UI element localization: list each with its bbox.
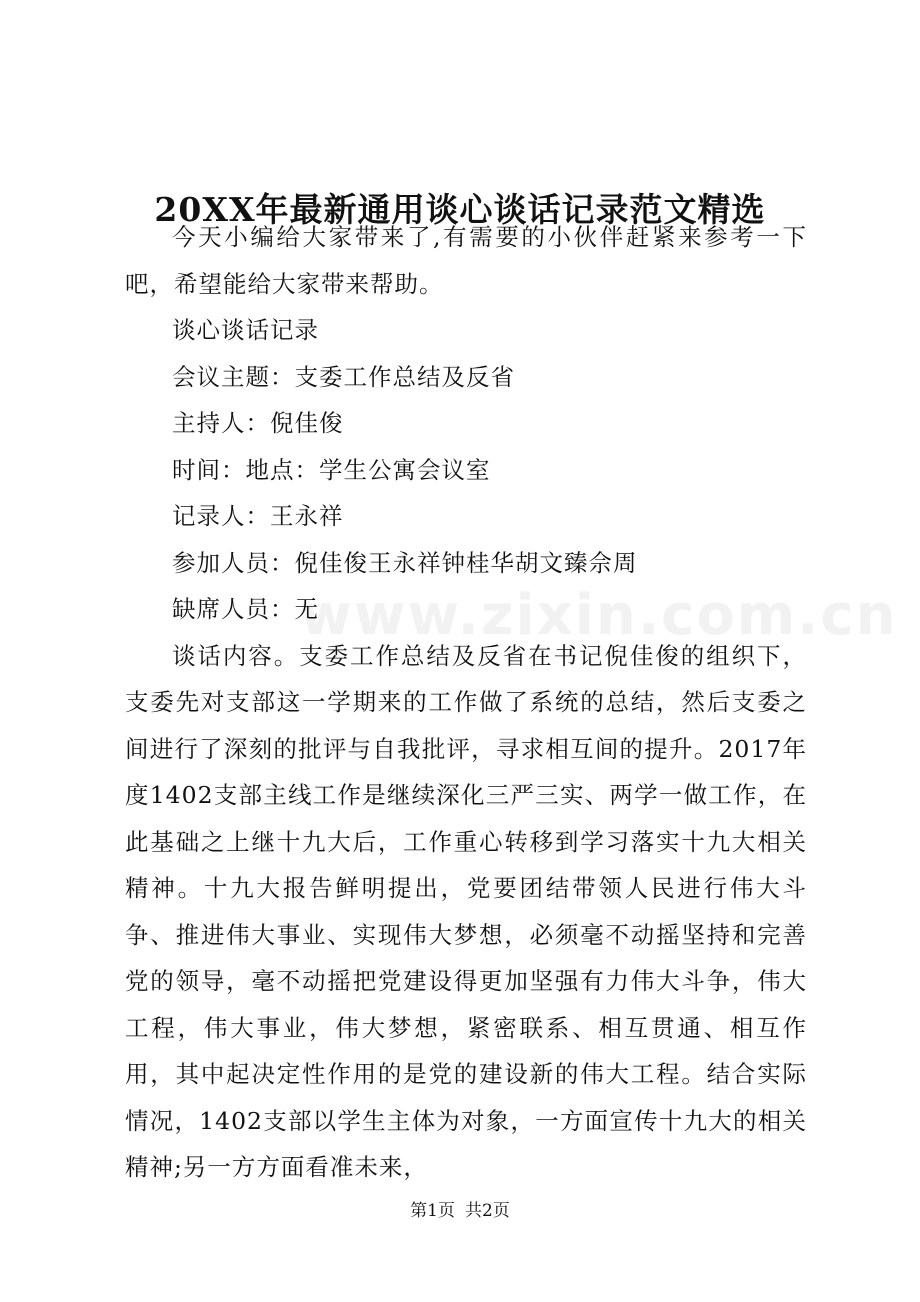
section-heading: 谈心谈话记录	[172, 316, 319, 344]
page-footer	[0, 1198, 920, 1224]
field-time-location: 时间：地点：学生公寓会议室	[172, 455, 491, 484]
total-pages: 共2页	[465, 1201, 510, 1221]
document-title: 20XX年最新通用谈心谈话记录范文精选	[154, 190, 766, 230]
document-body	[125, 214, 807, 1191]
content-paragraph: 谈话内容。支委工作总结及反省在书记倪佳俊的组织下，支委先对支部这一学期来的工作做了系统的总结，然后支委之间进行了深刻的批评与自我批评，寻求相互间的提升。2017年度1402支部主线工作是继续深化三严三实、两学一做工作，在此基础之上继十九大后，工作重心转移到学习落实十九大相关精神。十九大报告鲜明提出，党要团结带领人民进行伟大斗争、推进伟大事业、实现伟大梦想，必须毫不动摇坚持和完善党的领导，毫不动摇把党建设得更加坚强有力伟大斗争，伟大工程，伟大事业，伟大梦想，紧密联系、相互贯通、相互作用，其中起决定性作用的是党的建设新的伟大工程。结合实际情况，1402支部以学生主体为对象，一方面宣传十九大的相关精神;另一方方面看准未来，	[125, 641, 807, 1181]
watermark: www.zixin.com.cn	[300, 583, 898, 648]
field-recorder: 记录人：王永祥	[172, 502, 344, 530]
field-attendees: 参加人员：倪佳俊王永祥钟桂华胡文臻佘周	[172, 548, 638, 577]
page-number: 第1页	[410, 1201, 455, 1221]
field-absentees: 缺席人员：无	[172, 595, 319, 623]
field-meeting-topic: 会议主题：支委工作总结及反省	[172, 362, 515, 391]
field-host: 主持人：倪佳俊	[172, 409, 344, 437]
intro-paragraph: 今天小编给大家带来了,有需要的小伙伴赶紧来参考一下吧，希望能给大家带来帮助。	[125, 223, 807, 298]
